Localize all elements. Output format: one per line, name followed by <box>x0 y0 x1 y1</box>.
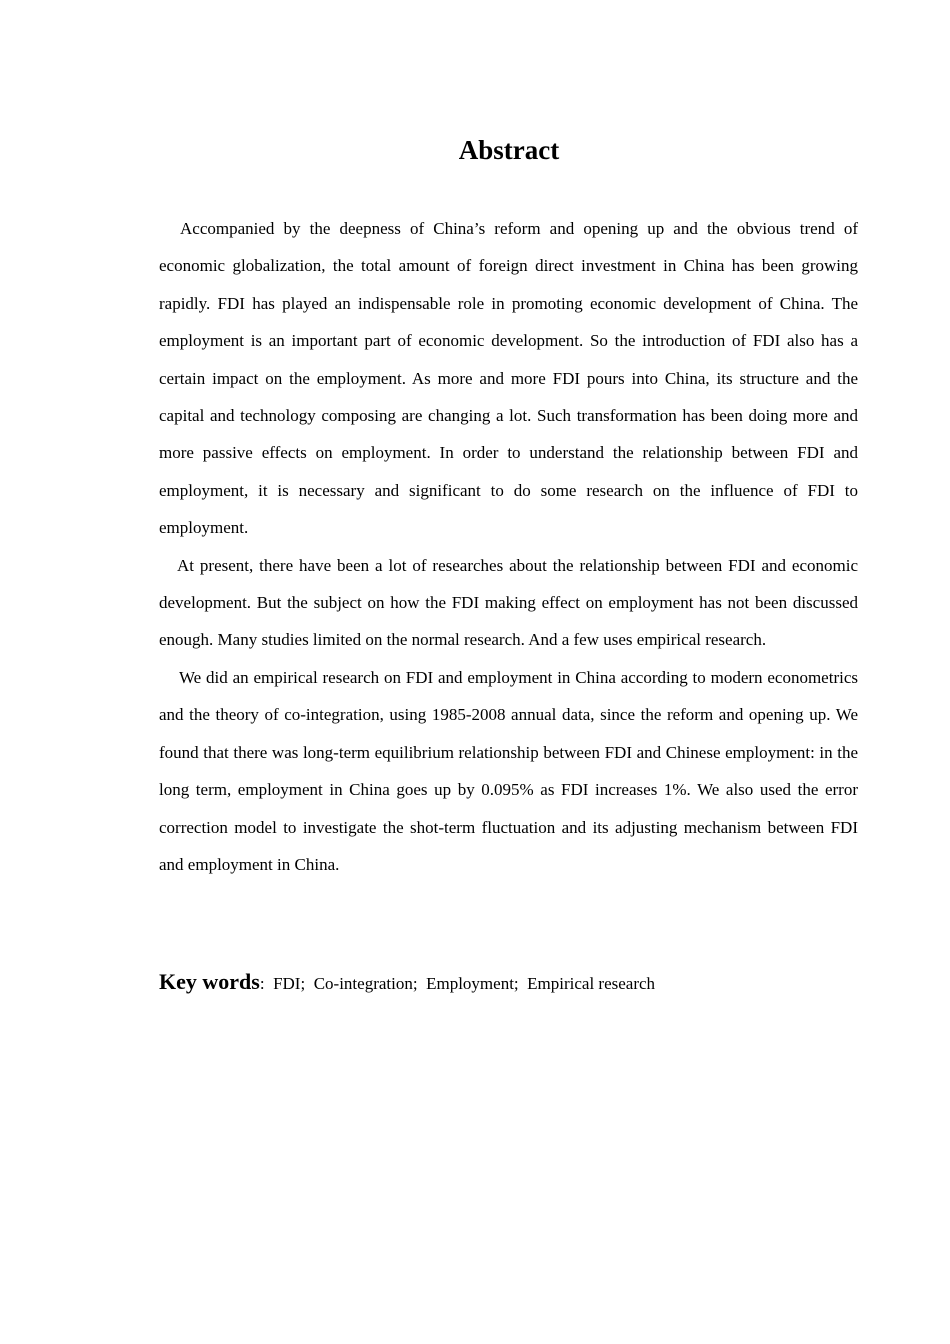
keyword-item: FDI <box>273 974 301 993</box>
abstract-paragraph-1: Accompanied by the deepness of China’s reform and opening up and the obvious trend of economic globalization, the total amount of foreign direct investment in China has been growing rapidly. FDI has played an indispensable role in promoting economic development of China. The employment is an important part of economic development. So the introduction of FDI also has a certain impact on the employment. As more and more FDI pours into China, its structure and the capital and technology composing are changing a lot. Such transformation has been doing more and more passive effects on employment. In order to understand the relationship between FDI and employment, it is necessary and significant to do some research on the influence of FDI to employment. <box>159 219 858 538</box>
abstract-paragraph-3: We did an empirical research on FDI and employment in China according to modern econometrics and the theory of co-integration, using 1985-2008 annual data, since the reform and opening up. We found that there was long-term equilibrium relationship between FDI and Chinese employment: in the long term, employment in China goes up by 0.095% as FDI increases 1%. We also used the error correction model to investigate the shot-term fluctuation and its adjusting mechanism between FDI and employment in China. <box>159 667 858 874</box>
abstract-title: Abstract <box>458 135 560 165</box>
keywords-label: Key words <box>159 969 260 994</box>
abstract-body <box>159 210 858 883</box>
abstract-paragraph-2: At present, there have been a lot of researches about the relationship between FDI and economic development. But the subject on how the FDI making effect on employment has not been discussed enough. Many studies limited on the normal research. And a few uses empirical research. <box>159 555 858 650</box>
keywords-separator: : <box>259 974 265 993</box>
keyword-item: Co-integration <box>313 974 413 993</box>
keyword-item: Employment <box>426 974 514 993</box>
keywords-line: Key words: FDI; Co-integration; Employment; Empirical research <box>159 969 656 994</box>
keyword-item: Empirical research <box>527 974 656 993</box>
